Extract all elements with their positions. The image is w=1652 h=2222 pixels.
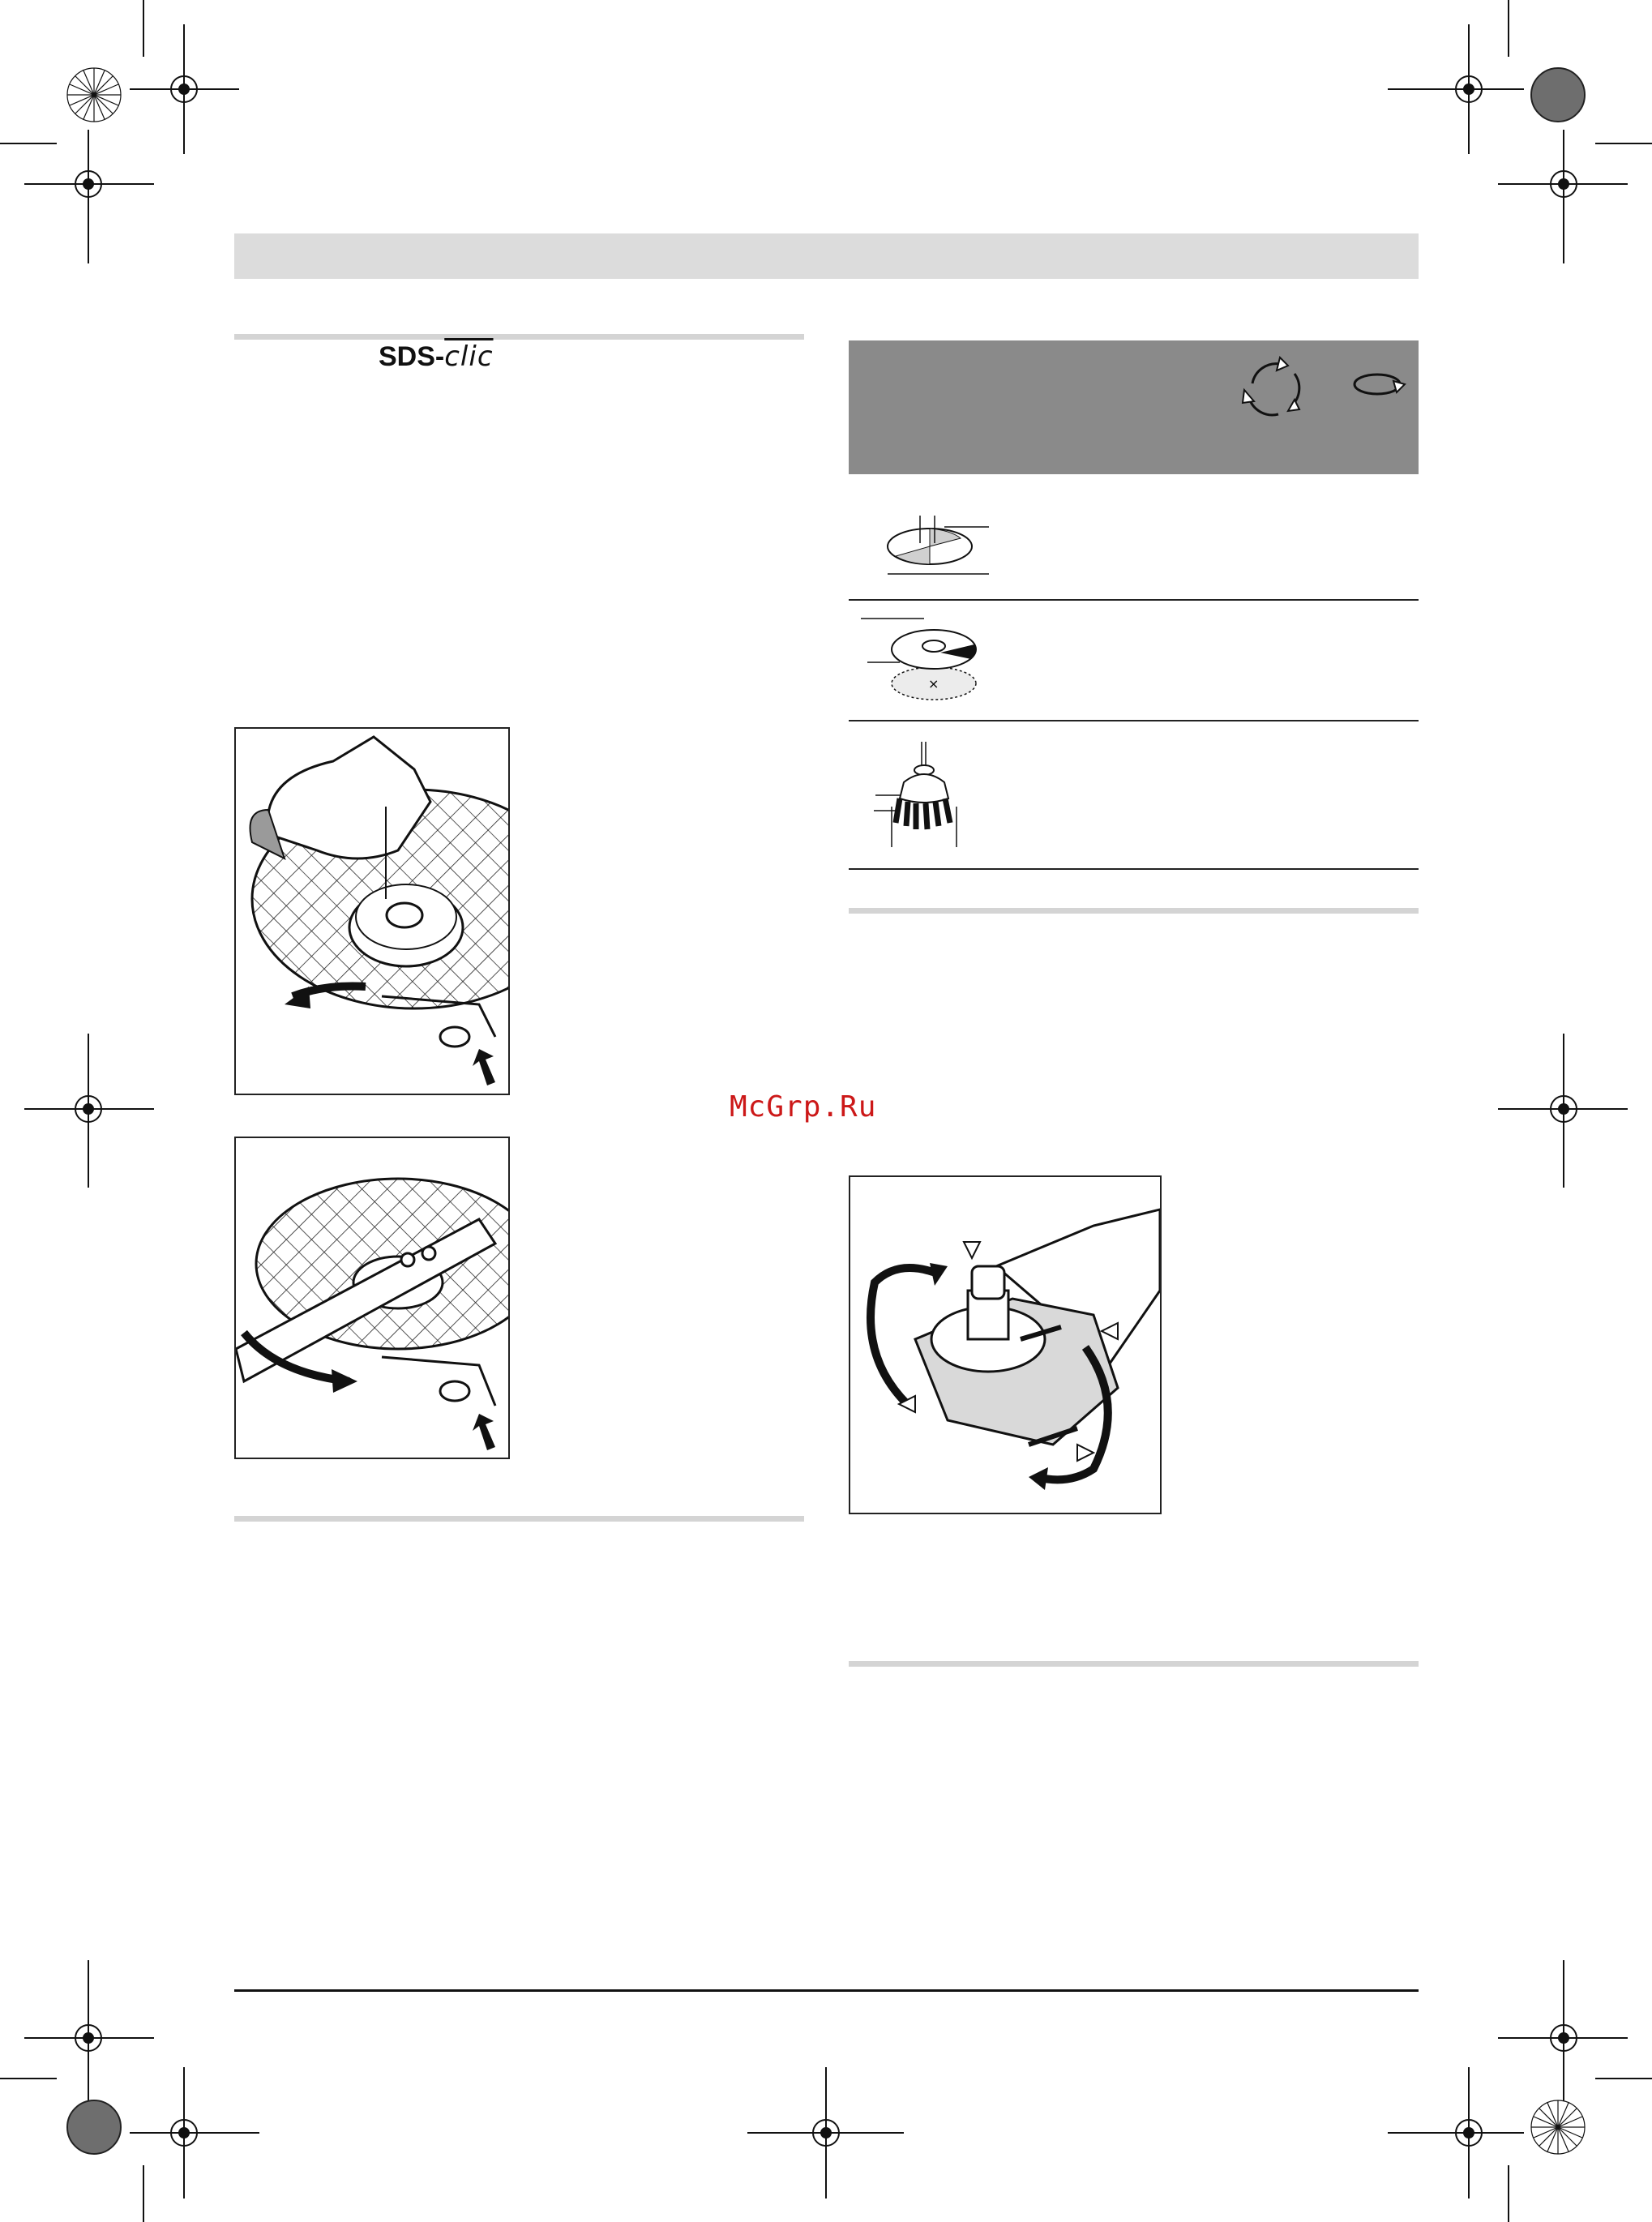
sds-logo-text: SDS-	[379, 341, 445, 372]
accessory-table-header	[849, 340, 1419, 474]
grinding-disc-icon	[859, 612, 989, 709]
header-band	[234, 233, 1419, 279]
clic-logo-script: clic	[444, 340, 494, 373]
table-row-divider	[849, 720, 1419, 721]
rotation-direction-icon	[1351, 365, 1408, 405]
section-rule	[234, 334, 804, 340]
figure-gear-head-rotation	[849, 1175, 1162, 1514]
svg-text:×: ×	[928, 676, 939, 691]
section-rule	[849, 1661, 1419, 1667]
footer-rule	[234, 1989, 1419, 1992]
section-rule	[849, 908, 1419, 914]
cutting-disc-icon	[879, 511, 993, 580]
figure-quick-clamp-nut	[234, 727, 510, 1095]
table-row-divider	[849, 599, 1419, 601]
watermark: McGrp.Ru	[730, 1090, 877, 1124]
table-row-divider	[849, 868, 1419, 870]
section-rule	[234, 1516, 804, 1522]
figure-two-pin-spanner	[234, 1137, 510, 1459]
recycle-arrows-icon	[1238, 353, 1311, 426]
cup-brush-icon	[867, 742, 973, 851]
sds-clic-logo	[379, 340, 494, 381]
